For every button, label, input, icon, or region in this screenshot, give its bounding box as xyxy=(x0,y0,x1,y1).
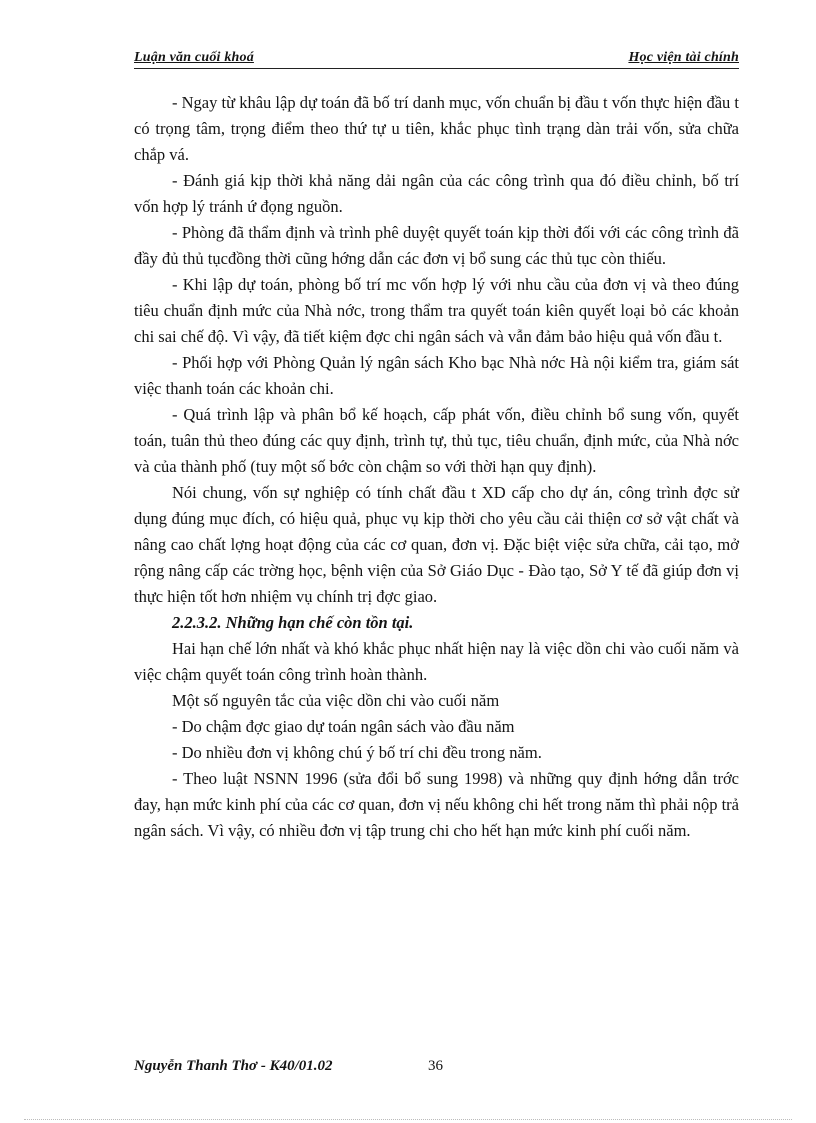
header-institution: Học viện tài chính xyxy=(628,50,739,65)
page-edge-divider xyxy=(24,1119,792,1120)
paragraph: Hai hạn chế lớn nhất và khó khắc phục nhất hiện nay là việc dồn chi vào cuối năm và việc chậm quyết toán công trình hoàn thành. xyxy=(134,639,739,684)
paragraph: - Quá trình lập và phân bổ kế hoạch, cấp phát vốn, điều chỉnh bổ sung vốn, quyết toán, tuân thủ theo đúng các quy định, trình tự, thủ tục, tiêu chuẩn, định mức, của Nhà nớc và của thành phố (tuy một số bớc còn chậm so với thời hạn quy định). xyxy=(134,405,739,476)
paragraph: - Khi lập dự toán, phòng bố trí mc vốn hợp lý với nhu cầu của đơn vị và theo đúng tiêu chuẩn định mức của Nhà nớc, trong thẩm tra quyết toán kiên quyết loại bỏ các khoản chi sai chế độ. Vì vậy, đã tiết kiệm đợc chi ngân sách và vẫn đảm bảo hiệu quả vốn đầu t. xyxy=(134,275,739,346)
paragraph: - Theo luật NSNN 1996 (sửa đổi bổ sung 1998) và những quy định hớng dẫn trớc đay, hạn mức kinh phí của các cơ quan, đơn vị nếu không chi hết trong năm thì phải nộp trả ngân sách. Vì vậy, có nhiều đơn vị tập trung chi cho hết hạn mức kinh phí cuối năm. xyxy=(134,769,739,840)
paragraph: - Do chậm đợc giao dự toán ngân sách vào đầu năm xyxy=(172,717,515,736)
paragraph: - Phòng đã thẩm định và trình phê duyệt quyết toán kịp thời đối với các công trình đã đầy đủ thủ tụcđồng thời cũng hớng dẫn các đơn vị bổ sung các thủ tục còn thiếu. xyxy=(134,223,739,268)
page-header xyxy=(134,46,739,69)
footer-author: Nguyễn Thanh Thơ - K40/01.02 xyxy=(134,1058,333,1074)
paragraph: - Phối hợp với Phòng Quản lý ngân sách Kho bạc Nhà nớc Hà nội kiểm tra, giám sát việc thanh toán các khoản chi. xyxy=(134,353,739,398)
paragraph: - Ngay từ khâu lập dự toán đã bố trí danh mục, vốn chuẩn bị đầu t vốn thực hiện đầu t có trọng tâm, trọng điểm theo thứ tự u tiên, khắc phục tình trạng dàn trải vốn, sửa chữa chắp vá. xyxy=(134,93,739,164)
paragraph: - Do nhiều đơn vị không chú ý bố trí chi đều trong năm. xyxy=(172,743,542,762)
paragraph: Nói chung, vốn sự nghiệp có tính chất đầu t XD cấp cho dự án, công trình đợc sử dụng đúng mục đích, có hiệu quả, phục vụ kịp thời cho yêu cầu cải thiện cơ sở vật chất và nâng cao chất lợng hoạt động của các cơ quan, đơn vị. Đặc biệt việc sửa chữa, cải tạo, mở rộng nâng cấp các trờng học, bệnh viện của Sở Giáo Dục - Đào tạo, Sở Y tế đã giúp đơn vị thực hiện tốt hơn nhiệm vụ chính trị đợc giao. xyxy=(134,483,739,606)
header-thesis-title: Luận văn cuối khoá xyxy=(134,50,254,65)
page-number: 36 xyxy=(428,1058,443,1074)
page-footer xyxy=(134,1058,443,1075)
paragraph: - Đánh giá kịp thời khả năng dải ngân của các công trình qua đó điều chỉnh, bố trí vốn hợp lý tránh ứ đọng nguồn. xyxy=(134,171,739,216)
paragraph: Một số nguyên tắc của việc dồn chi vào cuối năm xyxy=(172,691,500,710)
section-heading: 2.2.3.2. Những hạn chế còn tồn tại. xyxy=(172,613,414,632)
document-body xyxy=(134,90,739,844)
